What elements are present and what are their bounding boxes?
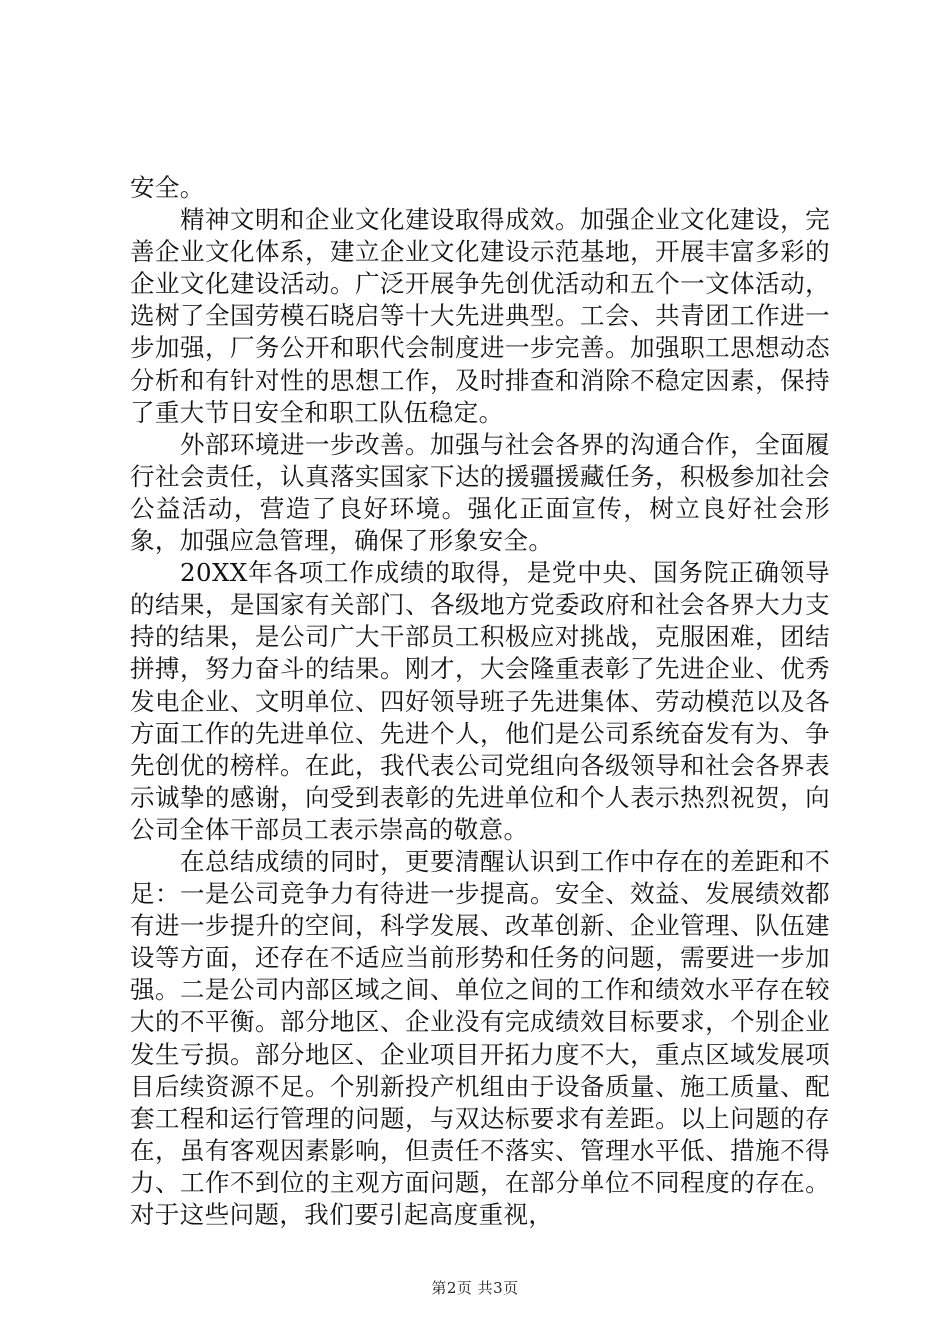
paragraph-5: 在总结成绩的同时，更要清醒认识到工作中存在的差距和不足：一是公司竞争力有待进一步提高。安全、效益、发展绩效都有进一步提升的空间，科学发展、改革创新、企业管理、队伍建设等方面，还存在不适应当前形势和任务的问题，需要进一步加强。二是公司内部区域之间、单位之间的工作和绩效水平存在较大的不平衡。部分地区、企业没有完成绩效目标要求，个别企业发生亏损。部分地区、企业项目开拓力度不大，重点区域发展项目后续资源不足。个别新投产机组由于设备质量、施工质量、配套工程和运行管理的问题，与双达标要求有差距。以上问题的存在，虽有客观因素影响，但责任不落实、管理水平低、措施不得力、工作不到位的主观方面问题，在部分单位不同程度的存在。对于这些问题，我们要引起高度重视， bbox=[130, 846, 830, 1229]
paragraph-3: 外部环境进一步改善。加强与社会各界的沟通合作，全面履行社会责任，认真落实国家下达的援疆援藏任务，积极参加社会公益活动，营造了良好环境。强化正面宣传，树立良好社会形象，加强应急管理，确保了形象安全。 bbox=[130, 429, 830, 556]
paragraph-2: 精神文明和企业文化建设取得成效。加强企业文化建设，完善企业文化体系，建立企业文化建设示范基地，开展丰富多彩的企业文化建设活动。广泛开展争先创优活动和五个一文体活动，选树了全国劳模石晓启等十大先进典型。工会、共青团工作进一步加强，厂务公开和职代会制度进一步完善。加强职工思想动态分析和有针对性的思想工作，及时排查和消除不稳定因素，保持了重大节日安全和职工队伍稳定。 bbox=[130, 205, 830, 427]
paragraph-4: 20XX年各项工作成绩的取得，是党中央、国务院正确领导的结果，是国家有关部门、各级地方党委政府和社会各界大力支持的结果，是公司广大干部员工积极应对挑战，克服困难，团结拼搏，努力奋斗的结果。刚才，大会隆重表彰了先进企业、优秀发电企业、文明单位、四好领导班子先进集体、劳动模范以及各方面工作的先进单位、先进个人，他们是公司系统奋发有为、争先创优的榜样。在此，我代表公司党组向各级领导和社会各界表示诚挚的感谢，向受到表彰的先进单位和个人表示热烈祝贺，向公司全体干部员工表示崇高的敬意。 bbox=[130, 558, 830, 844]
page-footer: 第2页 共3页 bbox=[431, 1279, 519, 1297]
paragraph-1: 安全。 bbox=[130, 173, 205, 202]
document-body bbox=[130, 172, 830, 1231]
